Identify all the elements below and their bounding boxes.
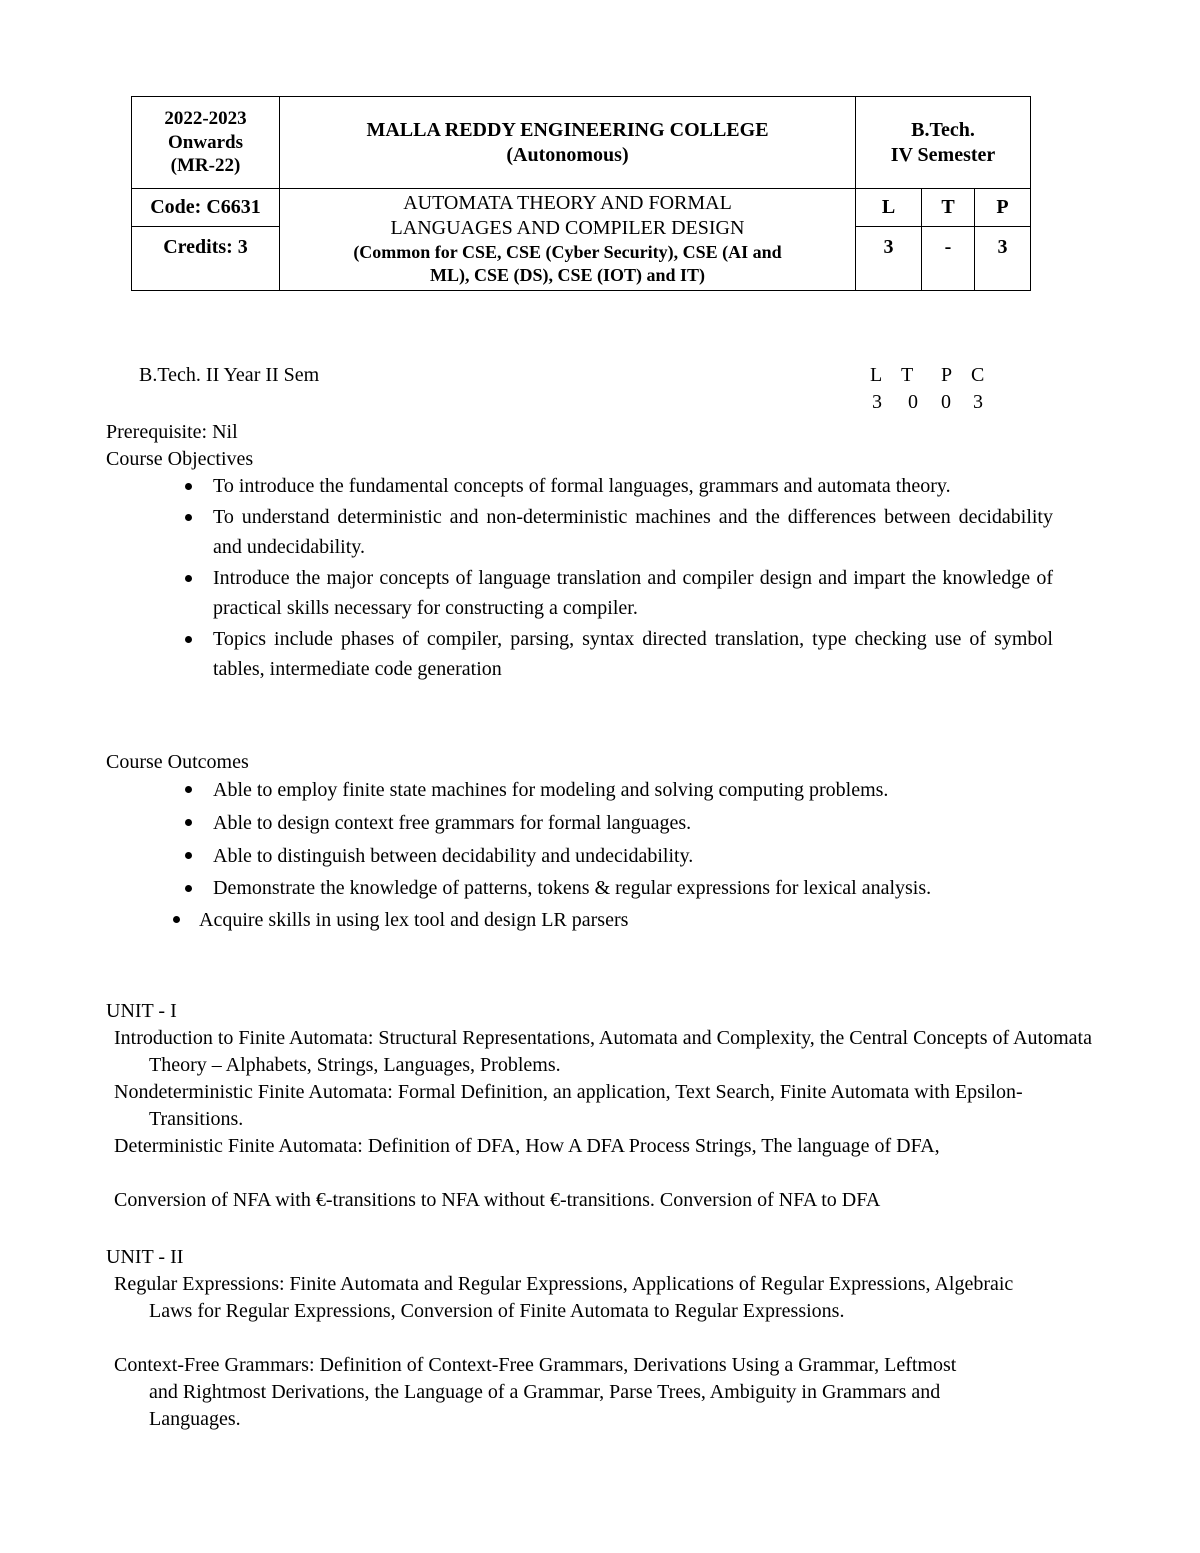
outcomes-list: [185, 774, 1053, 937]
unit2-topic: Regular Expressions: Finite Automata and Regular Expressions, Applications of Regular Expressions, Algebraic Laws for Regular Expressions, Conversion of Finite Automata to Regular Expressions.: [114, 1273, 1014, 1322]
ltpc-value-t: 0: [908, 391, 918, 413]
unit1-topic: Conversion of NFA with €-transitions to NFA without €-transitions. Conversion of NFA to DFA: [114, 1189, 881, 1211]
college-cell: [280, 97, 856, 189]
objectives-heading: Course Objectives: [106, 448, 254, 470]
course-title-line2: LANGUAGES AND COMPILER DESIGN: [390, 217, 745, 239]
bullet-icon: [185, 819, 192, 826]
bullet-icon: [185, 786, 192, 793]
ltpc-header-c: C: [971, 364, 985, 386]
ltp-header-p: P: [975, 189, 1031, 227]
ltp-header-t: T: [922, 189, 975, 227]
regulation-code: (MR-22): [170, 155, 241, 177]
ltpc-header-l: L: [870, 364, 883, 386]
common-for-line2: ML), CSE (DS), CSE (IOT) and IT): [429, 264, 706, 285]
bullet-icon: [173, 916, 180, 923]
ltpc-grid: [870, 365, 990, 415]
list-item: Introduce the major concepts of language translation and compiler design and impart the knowledge of practical skills necessary for constructing a compiler.: [185, 563, 1053, 624]
ltp-value-p: 3: [975, 227, 1031, 291]
unit2-heading: UNIT - II: [106, 1246, 184, 1268]
bullet-icon: [185, 636, 192, 643]
list-item: Demonstrate the knowledge of patterns, tokens & regular expressions for lexical analysis.: [185, 873, 1053, 904]
ltpc-value-l: 3: [872, 391, 882, 413]
list-item: To understand deterministic and non-deterministic machines and the differences between decidability and undecidability.: [185, 502, 1053, 563]
ltpc-header-t: T: [901, 364, 914, 386]
course-code: Code: C6631: [132, 189, 280, 227]
course-title-line1: AUTOMATA THEORY AND FORMAL: [403, 192, 732, 214]
ltpc-value-c: 3: [973, 391, 983, 413]
course-credits: Credits: 3: [132, 227, 280, 291]
unit1-topic: Nondeterministic Finite Automata: Formal Definition, an application, Text Search, Finite Automata with Epsilon-Transitions.: [114, 1081, 1023, 1130]
ltp-value-t: -: [922, 227, 975, 291]
ltpc-value-p: 0: [941, 391, 951, 413]
program-cell: [856, 97, 1031, 189]
prerequisite: Prerequisite: Nil: [106, 421, 238, 443]
unit1-heading: UNIT - I: [106, 1000, 177, 1022]
program-name: B.Tech.: [911, 118, 975, 141]
bullet-icon: [185, 575, 192, 582]
bullet-icon: [185, 514, 192, 521]
course-header-table: [131, 96, 1031, 291]
bullet-icon: [185, 852, 192, 859]
unit2-topic: Context-Free Grammars: Definition of Context-Free Grammars, Derivations Using a Grammar, Leftmost and Rightmost Derivations, the Language of a Grammar, Parse Trees, Ambiguity in Grammars and Languages.: [114, 1354, 957, 1430]
ltp-value-l: 3: [856, 227, 922, 291]
objectives-list: [185, 471, 1053, 685]
unit1-topic: Deterministic Finite Automata: Definition of DFA, How A DFA Process Strings, The language of DFA,: [114, 1135, 940, 1157]
onwards-label: Onwards: [168, 131, 243, 153]
list-item: Able to distinguish between decidability and undecidability.: [185, 840, 1053, 873]
ltp-header-l: L: [856, 189, 922, 227]
outcomes-heading: Course Outcomes: [106, 751, 249, 773]
list-item: Topics include phases of compiler, parsing, syntax directed translation, type checking use of symbol tables, intermediate code generation: [185, 624, 1053, 685]
course-title-cell: [280, 189, 856, 291]
bullet-icon: [185, 483, 192, 490]
unit1-topic: Introduction to Finite Automata: Structural Representations, Automata and Complexity, the Central Concepts of Automata Theory – Alphabets, Strings, Languages, Problems.: [114, 1027, 1092, 1076]
list-item: To introduce the fundamental concepts of formal languages, grammars and automata theory.: [185, 471, 1053, 502]
ltpc-header-p: P: [941, 364, 953, 386]
year-range: 2022-2023: [164, 107, 247, 129]
semester-line: B.Tech. II Year II Sem: [139, 364, 320, 386]
college-name: MALLA REDDY ENGINEERING COLLEGE: [366, 118, 769, 141]
list-item: Acquire skills in using lex tool and design LR parsers: [173, 904, 1053, 937]
list-item: Able to design context free grammars for formal languages.: [185, 807, 1053, 840]
college-status: (Autonomous): [506, 143, 629, 166]
list-item: Able to employ finite state machines for modeling and solving computing problems.: [185, 774, 1053, 807]
bullet-icon: [185, 885, 192, 892]
common-for-line1: (Common for CSE, CSE (Cyber Security), CSE (AI and: [353, 242, 782, 262]
semester-name: IV Semester: [890, 143, 996, 166]
regulation-cell: [132, 97, 280, 189]
